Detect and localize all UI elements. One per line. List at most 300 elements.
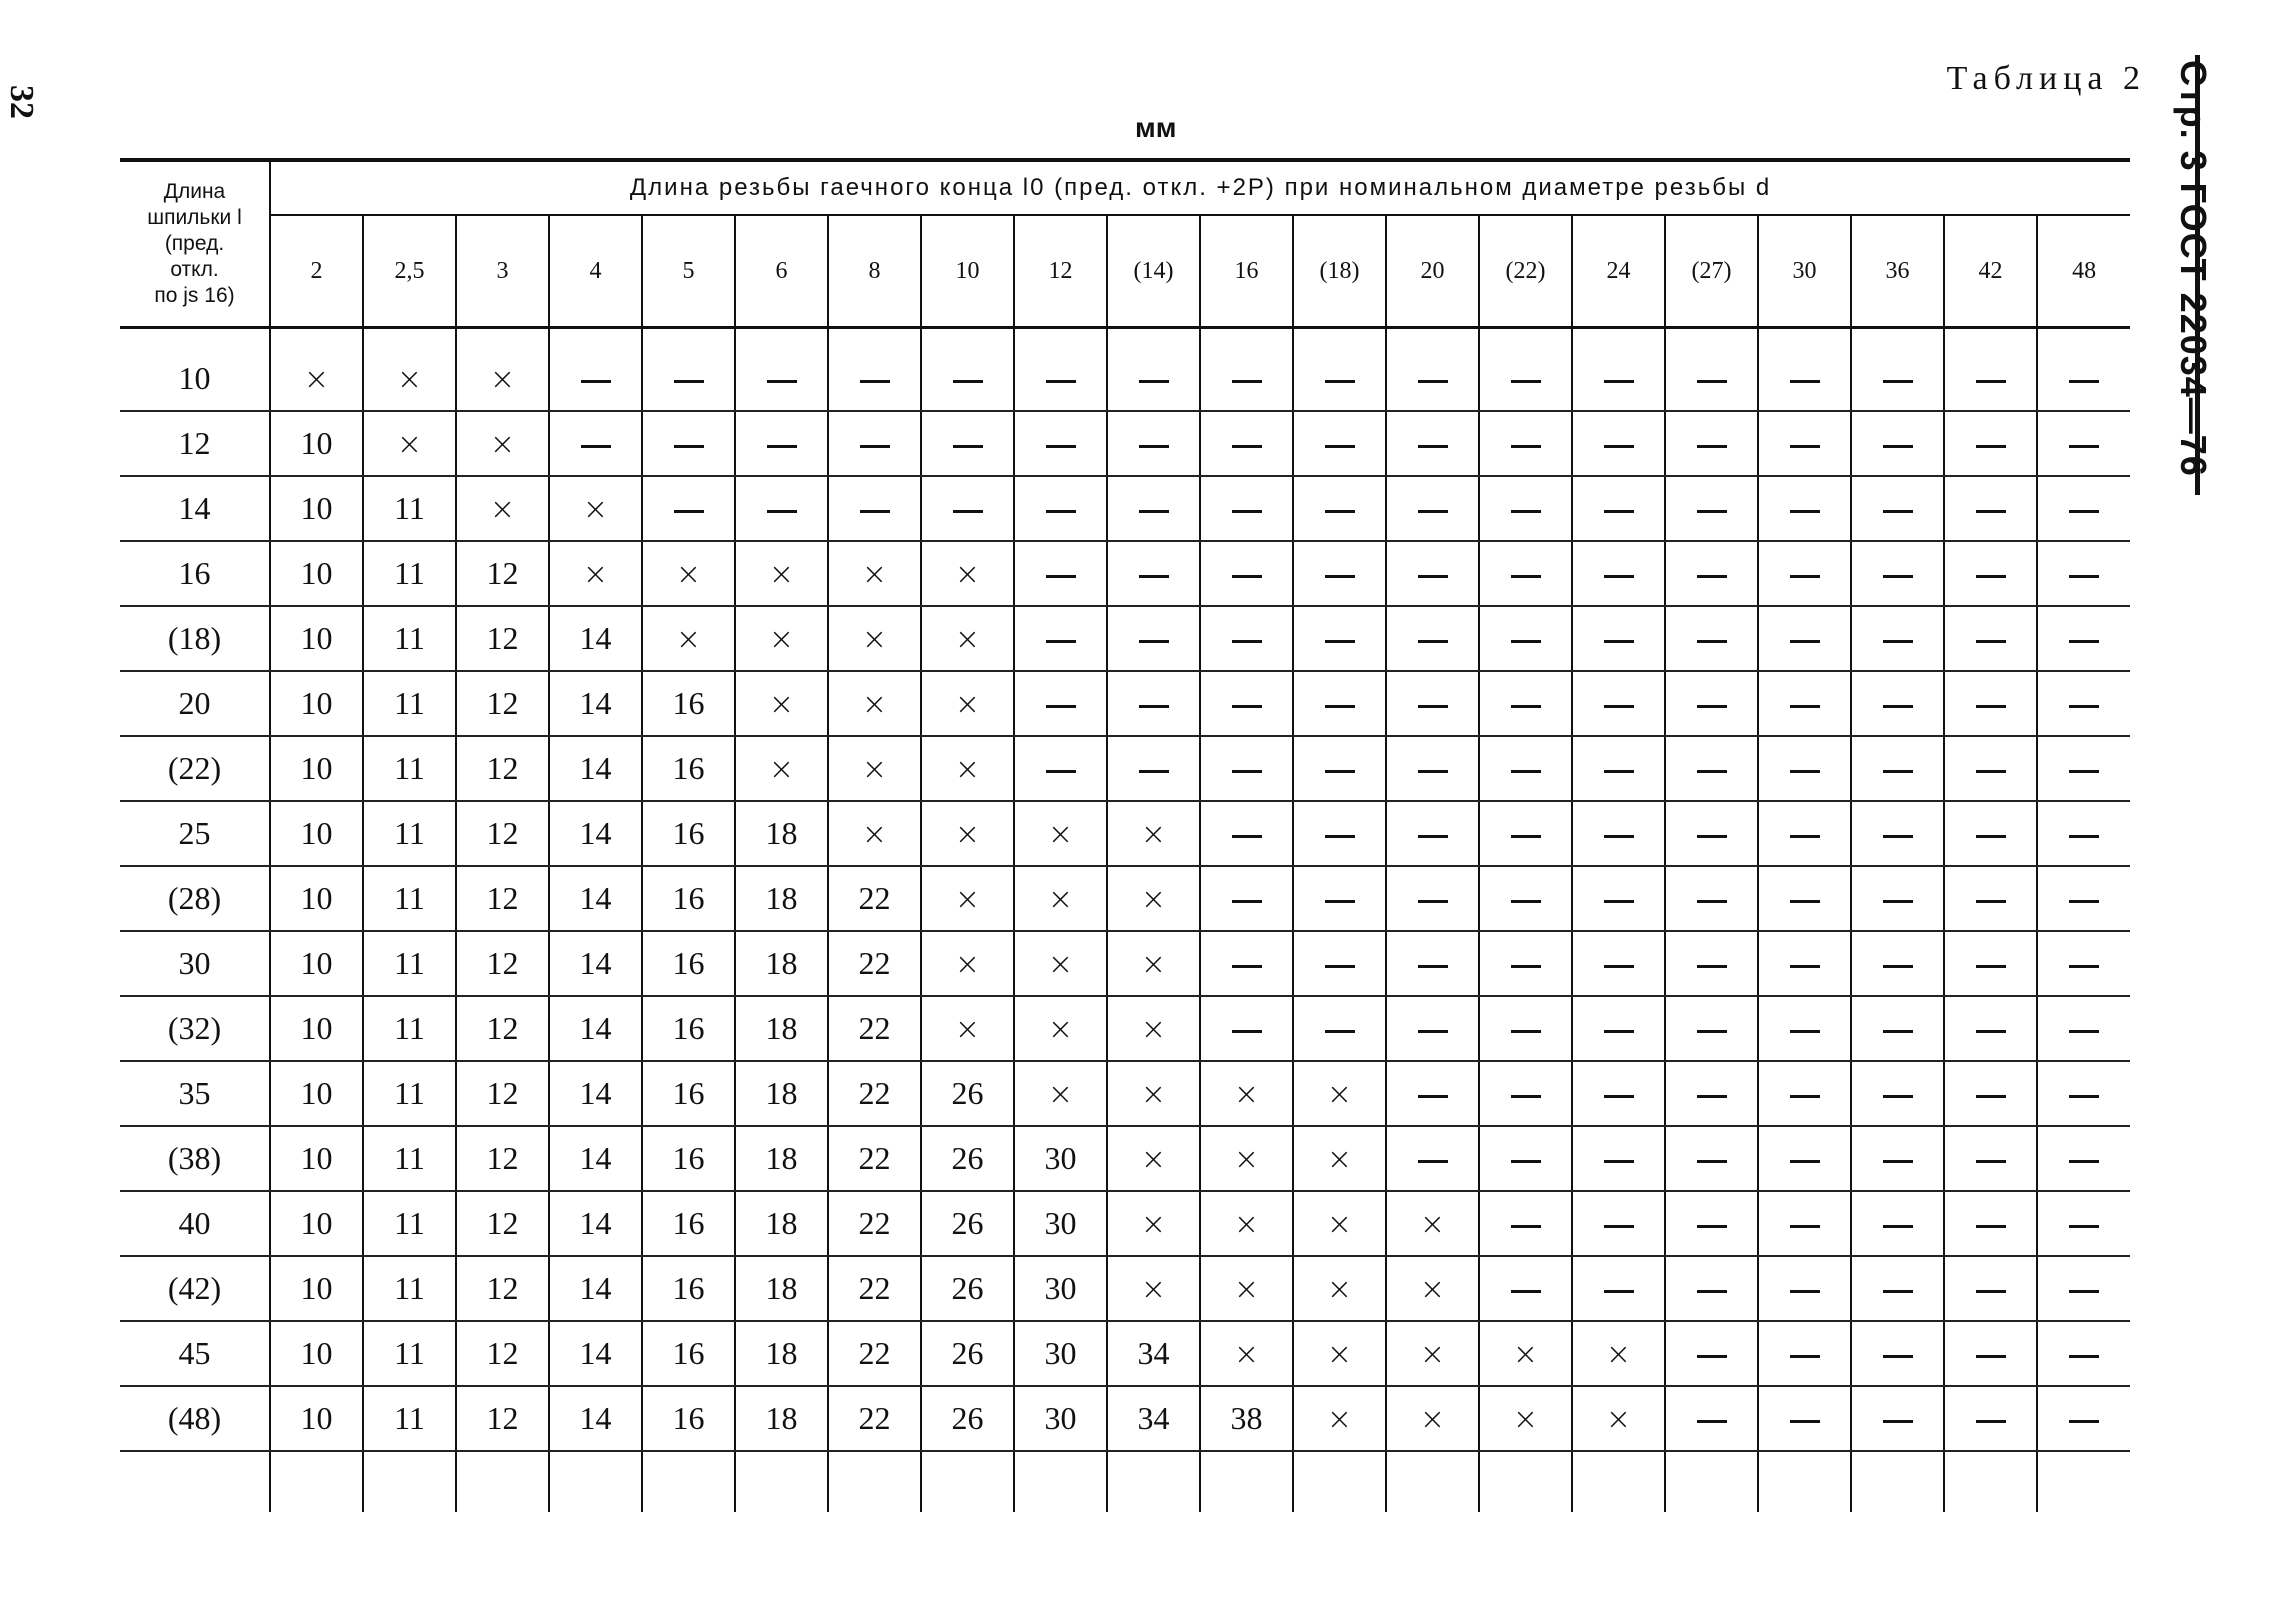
no-value-dash <box>1758 736 1851 801</box>
not-applicable-mark <box>1293 1256 1386 1321</box>
dash-icon <box>1976 1290 2006 1293</box>
dash-icon <box>1976 1030 2006 1033</box>
thread-length-value: 30 <box>1014 1386 1107 1451</box>
cross-icon: × <box>1047 1077 1074 1112</box>
no-value-dash <box>1665 541 1758 606</box>
no-value-dash <box>1293 476 1386 541</box>
corner-header <box>120 160 270 328</box>
no-value-dash <box>1944 411 2037 476</box>
no-value-dash <box>1944 476 2037 541</box>
no-value-dash <box>1665 476 1758 541</box>
cross-icon: × <box>582 557 609 592</box>
thread-length-value: 11 <box>363 1061 456 1126</box>
not-applicable-mark <box>1386 1386 1479 1451</box>
no-value-dash <box>1944 1061 2037 1126</box>
cross-icon: × <box>768 557 795 592</box>
thread-length-value: 22 <box>828 1386 921 1451</box>
thread-length-value: 12 <box>456 1321 549 1386</box>
dash-icon <box>953 510 983 513</box>
no-value-dash <box>1386 411 1479 476</box>
cross-icon: × <box>1140 1207 1167 1242</box>
no-value-dash <box>1200 411 1293 476</box>
no-value-dash <box>1200 931 1293 996</box>
no-value-dash <box>1572 411 1665 476</box>
no-value-dash <box>1572 736 1665 801</box>
thread-length-value: 14 <box>549 1191 642 1256</box>
thread-length-value: 12 <box>456 996 549 1061</box>
dash-icon <box>1418 965 1448 968</box>
not-applicable-mark <box>1200 1321 1293 1386</box>
diameter-header: 16 <box>1200 215 1293 328</box>
not-applicable-mark <box>828 541 921 606</box>
dash-icon <box>1604 640 1634 643</box>
table-row <box>120 1256 2130 1321</box>
dash-icon <box>1790 510 1820 513</box>
dash-icon <box>1790 380 1820 383</box>
dash-icon <box>581 445 611 448</box>
no-value-dash <box>1665 411 1758 476</box>
stud-length-cell: (38) <box>120 1126 270 1191</box>
no-value-dash <box>1851 1061 1944 1126</box>
not-applicable-mark <box>549 541 642 606</box>
thread-length-value: 10 <box>270 996 363 1061</box>
not-applicable-mark <box>921 866 1014 931</box>
dash-icon <box>1325 705 1355 708</box>
dash-icon <box>1604 1225 1634 1228</box>
diameter-header: 5 <box>642 215 735 328</box>
thread-length-value: 14 <box>549 1126 642 1191</box>
dash-icon <box>2069 1355 2099 1358</box>
no-value-dash <box>1665 671 1758 736</box>
not-applicable-mark <box>1107 866 1200 931</box>
thread-length-value: 18 <box>735 1126 828 1191</box>
diameter-header: (27) <box>1665 215 1758 328</box>
dash-icon <box>1697 575 1727 578</box>
no-value-dash <box>2037 1126 2130 1191</box>
thread-length-value: 14 <box>549 1386 642 1451</box>
dash-icon <box>1790 900 1820 903</box>
dash-icon <box>1232 900 1262 903</box>
dash-icon <box>1883 1355 1913 1358</box>
no-value-dash <box>921 411 1014 476</box>
dash-icon <box>2069 1290 2099 1293</box>
not-applicable-mark <box>1107 801 1200 866</box>
no-value-dash <box>1200 476 1293 541</box>
dash-icon <box>767 510 797 513</box>
dash-icon <box>1418 705 1448 708</box>
cross-icon: × <box>1326 1207 1353 1242</box>
no-value-dash <box>1665 736 1758 801</box>
dash-icon <box>1790 1420 1820 1423</box>
thread-length-value: 22 <box>828 1321 921 1386</box>
dash-icon <box>1325 640 1355 643</box>
no-value-dash <box>1572 996 1665 1061</box>
cross-icon: × <box>1233 1077 1260 1112</box>
dash-icon <box>674 510 704 513</box>
dash-icon <box>1604 770 1634 773</box>
cross-icon: × <box>1233 1207 1260 1242</box>
no-value-dash <box>642 347 735 411</box>
dash-icon <box>1604 965 1634 968</box>
thread-length-value: 14 <box>549 931 642 996</box>
no-value-dash <box>642 476 735 541</box>
thread-length-value: 12 <box>456 801 549 866</box>
not-applicable-mark <box>921 996 1014 1061</box>
thread-length-value: 11 <box>363 1126 456 1191</box>
no-value-dash <box>1758 1061 1851 1126</box>
stud-length-cell: (18) <box>120 606 270 671</box>
corner-line-5: по js 16) <box>154 284 235 307</box>
dash-icon <box>1325 445 1355 448</box>
dash-icon <box>1976 835 2006 838</box>
thread-length-value: 26 <box>921 1191 1014 1256</box>
dash-icon <box>2069 1420 2099 1423</box>
units-label: мм <box>1135 112 1177 143</box>
thread-length-value: 14 <box>549 671 642 736</box>
table-row <box>120 347 2130 411</box>
table-row <box>120 931 2130 996</box>
dash-icon <box>2069 380 2099 383</box>
no-value-dash <box>1572 801 1665 866</box>
no-value-dash <box>1944 1386 2037 1451</box>
cross-icon: × <box>954 882 981 917</box>
table-row <box>120 1386 2130 1451</box>
thread-length-value: 26 <box>921 1256 1014 1321</box>
dash-icon <box>1232 640 1262 643</box>
diameter-header: (22) <box>1479 215 1572 328</box>
diameter-header: 2,5 <box>363 215 456 328</box>
not-applicable-mark <box>456 411 549 476</box>
no-value-dash <box>1386 931 1479 996</box>
table-row <box>120 801 2130 866</box>
thread-length-value: 11 <box>363 931 456 996</box>
not-applicable-mark <box>1200 1061 1293 1126</box>
no-value-dash <box>735 347 828 411</box>
dash-icon <box>1883 380 1913 383</box>
diameter-header: 12 <box>1014 215 1107 328</box>
no-value-dash <box>1944 866 2037 931</box>
no-value-dash <box>1572 541 1665 606</box>
dash-icon <box>2069 1225 2099 1228</box>
dash-icon <box>2069 1030 2099 1033</box>
table-row <box>120 1191 2130 1256</box>
thread-length-value: 11 <box>363 1256 456 1321</box>
dash-icon <box>2069 705 2099 708</box>
no-value-dash <box>1479 671 1572 736</box>
cross-icon: × <box>675 557 702 592</box>
dash-icon <box>953 380 983 383</box>
dash-icon <box>1604 510 1634 513</box>
thread-length-value: 10 <box>270 1256 363 1321</box>
dash-icon <box>1883 1030 1913 1033</box>
table-row <box>120 996 2130 1061</box>
dash-icon <box>1883 445 1913 448</box>
no-value-dash <box>1851 1126 1944 1191</box>
dash-icon <box>1046 640 1076 643</box>
thread-length-value: 10 <box>270 736 363 801</box>
dash-icon <box>1697 900 1727 903</box>
dash-icon <box>1604 900 1634 903</box>
dash-icon <box>1697 1420 1727 1423</box>
page-number: 32 <box>3 85 40 119</box>
thread-length-value: 10 <box>270 801 363 866</box>
no-value-dash <box>1479 606 1572 671</box>
dash-icon <box>1790 445 1820 448</box>
thread-length-value: 12 <box>456 931 549 996</box>
no-value-dash <box>1944 606 2037 671</box>
dash-icon <box>1697 445 1727 448</box>
table-row <box>120 541 2130 606</box>
dash-icon <box>1883 1095 1913 1098</box>
dash-icon <box>1883 835 1913 838</box>
thread-length-value: 11 <box>363 541 456 606</box>
no-value-dash <box>1944 1321 2037 1386</box>
no-value-dash <box>1758 1191 1851 1256</box>
dash-icon <box>1697 640 1727 643</box>
not-applicable-mark <box>1386 1256 1479 1321</box>
dash-icon <box>1697 510 1727 513</box>
dash-icon <box>2069 1160 2099 1163</box>
no-value-dash <box>1851 996 1944 1061</box>
dash-icon <box>1976 575 2006 578</box>
thread-length-value: 10 <box>270 1321 363 1386</box>
dash-icon <box>1139 510 1169 513</box>
not-applicable-mark <box>1386 1321 1479 1386</box>
not-applicable-mark <box>1386 1191 1479 1256</box>
no-value-dash <box>1665 1386 1758 1451</box>
cross-icon: × <box>768 622 795 657</box>
cross-icon: × <box>1047 1012 1074 1047</box>
dash-icon <box>1511 965 1541 968</box>
thread-length-value: 16 <box>642 671 735 736</box>
dash-icon <box>1604 380 1634 383</box>
thread-length-value: 22 <box>828 931 921 996</box>
no-value-dash <box>1851 1386 1944 1451</box>
not-applicable-mark <box>1107 1126 1200 1191</box>
no-value-dash <box>1293 606 1386 671</box>
no-value-dash <box>1944 736 2037 801</box>
not-applicable-mark <box>1293 1386 1386 1451</box>
dash-icon <box>1604 835 1634 838</box>
not-applicable-mark <box>828 606 921 671</box>
dash-icon <box>1976 965 2006 968</box>
thread-length-value: 26 <box>921 1061 1014 1126</box>
dash-icon <box>1325 380 1355 383</box>
not-applicable-mark <box>735 541 828 606</box>
not-applicable-mark <box>1200 1191 1293 1256</box>
not-applicable-mark <box>1479 1386 1572 1451</box>
no-value-dash <box>1665 1126 1758 1191</box>
no-value-dash <box>1851 476 1944 541</box>
cross-icon: × <box>861 817 888 852</box>
cross-icon: × <box>954 1012 981 1047</box>
not-applicable-mark <box>363 411 456 476</box>
no-value-dash <box>1293 801 1386 866</box>
cross-icon: × <box>954 557 981 592</box>
thread-length-value: 11 <box>363 606 456 671</box>
no-value-dash <box>1107 476 1200 541</box>
cross-icon: × <box>1419 1337 1446 1372</box>
no-value-dash <box>1386 996 1479 1061</box>
not-applicable-mark <box>1107 1191 1200 1256</box>
dash-icon <box>1976 705 2006 708</box>
cross-icon: × <box>1326 1077 1353 1112</box>
not-applicable-mark <box>921 801 1014 866</box>
no-value-dash <box>1479 1061 1572 1126</box>
no-value-dash <box>1572 606 1665 671</box>
stud-length-cell: 30 <box>120 931 270 996</box>
no-value-dash <box>1758 1321 1851 1386</box>
dash-icon <box>1697 1290 1727 1293</box>
dash-icon <box>1511 770 1541 773</box>
stud-length-cell: 10 <box>120 347 270 411</box>
dash-icon <box>1883 640 1913 643</box>
no-value-dash <box>1293 996 1386 1061</box>
not-applicable-mark <box>549 476 642 541</box>
no-value-dash <box>1386 347 1479 411</box>
not-applicable-mark <box>921 671 1014 736</box>
thread-length-value: 14 <box>549 1256 642 1321</box>
dash-icon <box>1232 835 1262 838</box>
diameter-header: 36 <box>1851 215 1944 328</box>
dash-icon <box>1511 1095 1541 1098</box>
thread-length-value: 10 <box>270 1126 363 1191</box>
no-value-dash <box>1014 671 1107 736</box>
dash-icon <box>1418 445 1448 448</box>
dash-icon <box>1139 575 1169 578</box>
cross-icon: × <box>861 622 888 657</box>
dash-icon <box>1883 965 1913 968</box>
no-value-dash <box>1665 931 1758 996</box>
not-applicable-mark <box>1200 1126 1293 1191</box>
no-value-dash <box>1293 931 1386 996</box>
corner-line-2: шпильки l <box>147 206 242 229</box>
not-applicable-mark <box>828 671 921 736</box>
no-value-dash <box>1107 411 1200 476</box>
cross-icon: × <box>1512 1402 1539 1437</box>
dash-icon <box>1604 575 1634 578</box>
cross-icon: × <box>954 687 981 722</box>
no-value-dash <box>1665 801 1758 866</box>
no-value-dash <box>828 347 921 411</box>
no-value-dash <box>1944 541 2037 606</box>
dash-icon <box>767 380 797 383</box>
dash-icon <box>1139 770 1169 773</box>
thread-length-value: 16 <box>642 1386 735 1451</box>
no-value-dash <box>1200 347 1293 411</box>
no-value-dash <box>1200 671 1293 736</box>
cross-icon: × <box>396 362 423 397</box>
dash-icon <box>1604 1030 1634 1033</box>
dash-icon <box>2069 1095 2099 1098</box>
dash-icon <box>1883 1225 1913 1228</box>
dash-icon <box>1511 900 1541 903</box>
dash-icon <box>1232 1030 1262 1033</box>
dash-icon <box>1697 965 1727 968</box>
not-applicable-mark <box>270 347 363 411</box>
thread-length-value: 16 <box>642 866 735 931</box>
no-value-dash <box>1386 736 1479 801</box>
dash-icon <box>1232 510 1262 513</box>
not-applicable-mark <box>828 736 921 801</box>
thread-length-value: 10 <box>270 541 363 606</box>
thread-length-value: 30 <box>1014 1126 1107 1191</box>
thread-length-value: 11 <box>363 671 456 736</box>
thread-length-value: 16 <box>642 736 735 801</box>
no-value-dash <box>1386 801 1479 866</box>
no-value-dash <box>735 411 828 476</box>
no-value-dash <box>1944 1126 2037 1191</box>
dash-icon <box>1790 705 1820 708</box>
no-value-dash <box>1665 1321 1758 1386</box>
dash-icon <box>1139 705 1169 708</box>
dash-icon <box>1139 380 1169 383</box>
cross-icon: × <box>1419 1207 1446 1242</box>
dash-icon <box>1139 445 1169 448</box>
diameter-header: 4 <box>549 215 642 328</box>
thread-length-value: 16 <box>642 1256 735 1321</box>
no-value-dash <box>2037 606 2130 671</box>
thread-length-value: 12 <box>456 1256 549 1321</box>
dash-icon <box>1232 380 1262 383</box>
dash-icon <box>1883 1290 1913 1293</box>
thread-length-table <box>120 158 2130 1512</box>
dash-icon <box>1418 640 1448 643</box>
dash-icon <box>1976 1095 2006 1098</box>
no-value-dash <box>1758 996 1851 1061</box>
cross-icon: × <box>582 492 609 527</box>
thread-length-value: 14 <box>549 996 642 1061</box>
no-value-dash <box>1014 476 1107 541</box>
no-value-dash <box>2037 347 2130 411</box>
cross-icon: × <box>1605 1402 1632 1437</box>
dash-icon <box>1790 1225 1820 1228</box>
thread-length-value: 10 <box>270 671 363 736</box>
dash-icon <box>1697 1355 1727 1358</box>
not-applicable-mark <box>1014 801 1107 866</box>
no-value-dash <box>1200 736 1293 801</box>
no-value-dash <box>1479 866 1572 931</box>
dash-icon <box>1790 575 1820 578</box>
cross-icon: × <box>1140 1012 1167 1047</box>
dash-icon <box>1325 965 1355 968</box>
not-applicable-mark <box>363 347 456 411</box>
side-header: Стр. 3 ГОСТ 22034—76 <box>2173 60 2214 477</box>
thread-length-value: 11 <box>363 736 456 801</box>
dash-icon <box>1325 900 1355 903</box>
diameter-header: 10 <box>921 215 1014 328</box>
no-value-dash <box>1293 671 1386 736</box>
thread-length-value: 14 <box>549 801 642 866</box>
dash-icon <box>1790 1355 1820 1358</box>
corner-line-1: Длина <box>163 180 226 203</box>
thread-length-value: 34 <box>1107 1321 1200 1386</box>
dash-icon <box>1790 1290 1820 1293</box>
dash-icon <box>1976 640 2006 643</box>
dash-icon <box>1976 900 2006 903</box>
no-value-dash <box>1851 671 1944 736</box>
diameter-header: 30 <box>1758 215 1851 328</box>
no-value-dash <box>1758 1386 1851 1451</box>
thread-length-value: 12 <box>456 1126 549 1191</box>
not-applicable-mark <box>921 606 1014 671</box>
dash-icon <box>1697 380 1727 383</box>
no-value-dash <box>1386 541 1479 606</box>
stud-length-cell: (22) <box>120 736 270 801</box>
thread-length-value: 26 <box>921 1126 1014 1191</box>
no-value-dash <box>1200 866 1293 931</box>
no-value-dash <box>2037 671 2130 736</box>
